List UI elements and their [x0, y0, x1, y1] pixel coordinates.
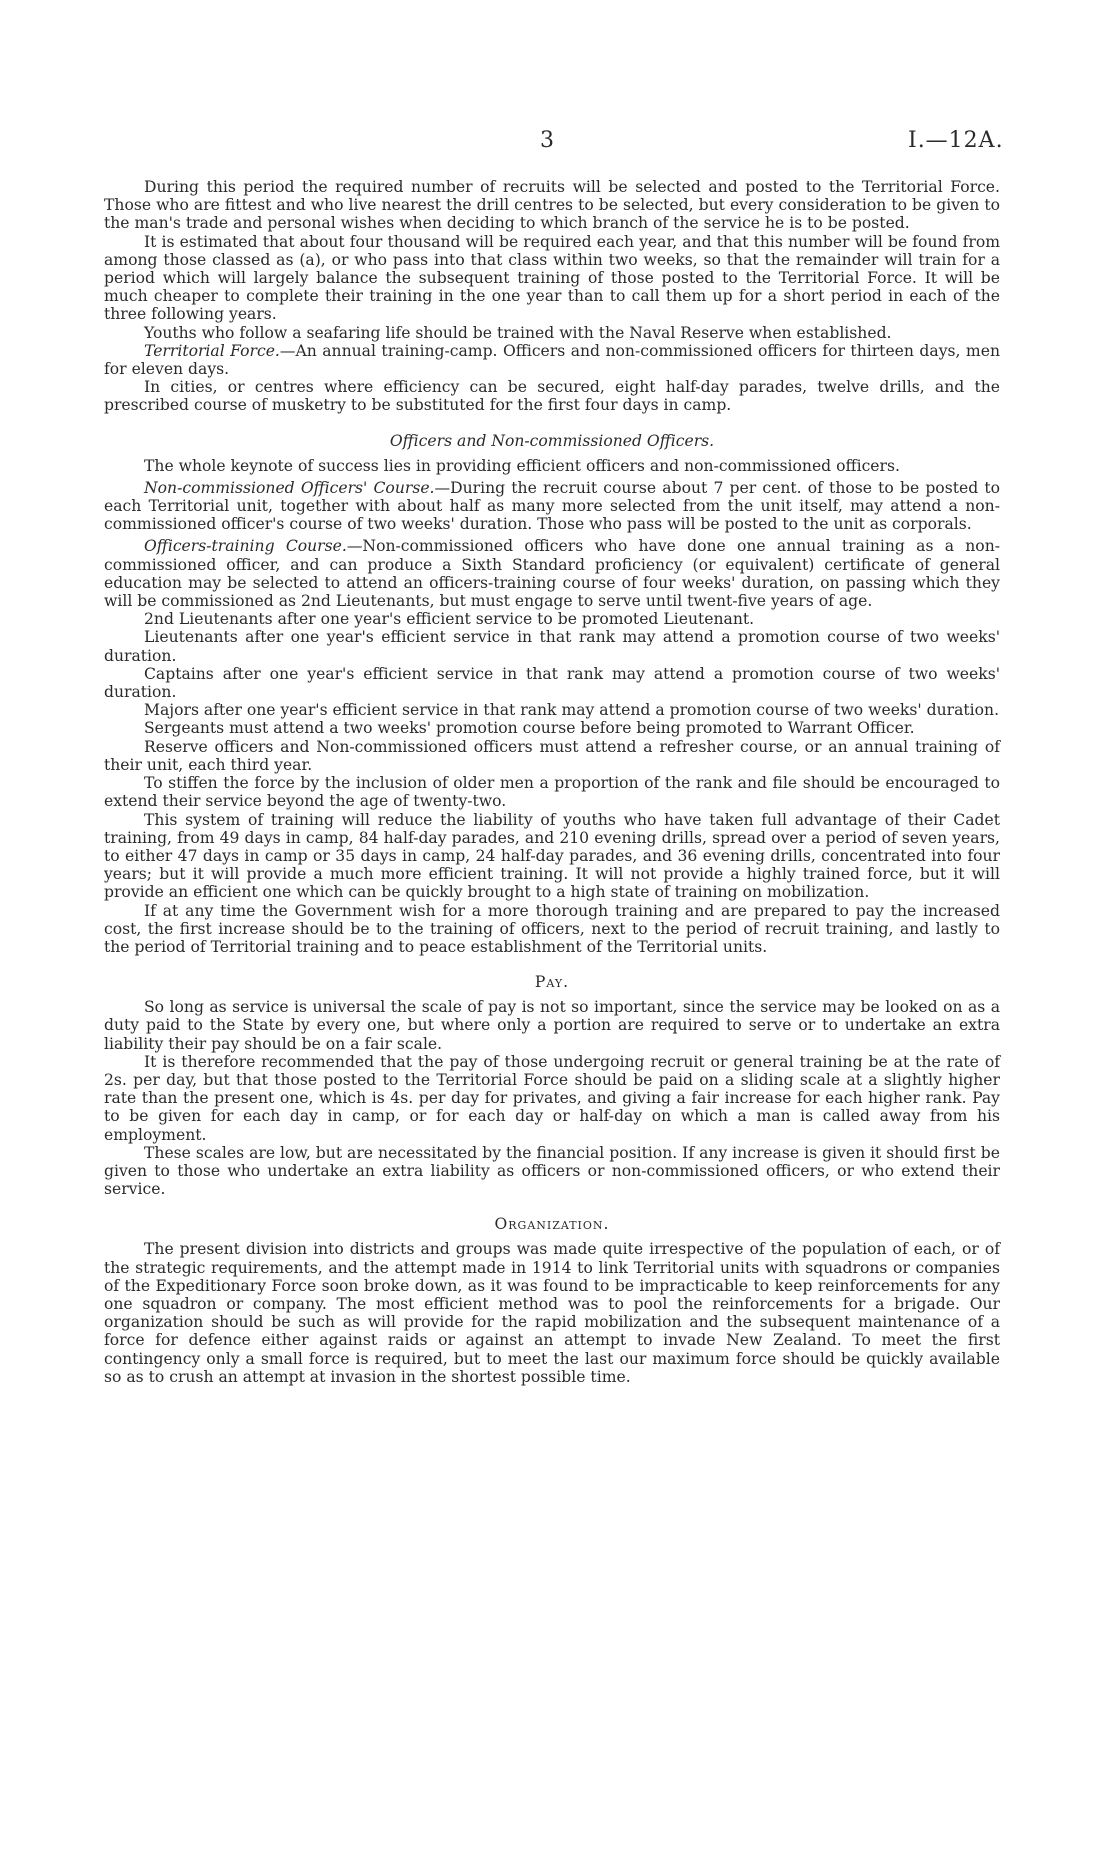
paragraph-lead: Non-commissioned Officers' Course. [144, 478, 435, 497]
section-heading-pay: Pay. [534, 973, 570, 992]
paragraph: In cities, or centres where efficiency can be secured, eight half-day parades, twelve drills, and the prescribed course of musketry to be substituted for the first four days in camp. [104, 378, 1000, 415]
paragraph: During this period the required number of recruits will be selected and posted to the Territorial Force. Those who are fittest and who live nearest the drill centres to be selected, but every consideration to be given to the man's trade and personal wishes when deciding to which branch of the service he is to be posted. [104, 178, 1000, 233]
page-number: 3 [540, 128, 555, 153]
paragraph: Lieutenants after one year's efficient service in that rank may attend a promotion course of two weeks' duration. [104, 628, 1000, 665]
paragraph: If at any time the Government wish for a more thorough training and are prepared to pay the increased cost, the first increase should be to the training of officers, next to the period of recruit training, and lastly to the period of Territorial training and to peace establishment of the Territorial units. [104, 901, 1000, 956]
paragraph-text: —An annual training-camp. Officers and non-commissioned officers for thirteen days, men for eleven days. [104, 341, 1000, 379]
paragraph: Majors after one year's efficient service in that rank may attend a promotion course of two weeks' duration. [144, 701, 1000, 720]
paragraph-text: —During the recruit course about 7 per cent. of those to be posted to each Territorial unit, together with about half as many more selected from the unit itself, may attend a non-commissioned officer's course of two weeks' duration. Those who pass will be posted to the unit as corporals. [104, 478, 1000, 534]
paragraph-lead: Officers-training Course. [144, 537, 347, 556]
paragraph: It is therefore recommended that the pay of those undergoing recruit or general training be at the rate of 2s. per day, but that those posted to the Territorial Force should be paid on a sliding scale at a slightly higher rate than the present one, which is 4s. per day for privates, and giving a fair increase for each higher rank. Pay to be given for each day in camp, or for each day or half-day on which a man is called away from his employment. [104, 1052, 1000, 1144]
paragraph: The present division into districts and groups was made quite irrespective of the population of each, or of the strategic requirements, and the attempt made in 1914 to link Territorial units with squadrons or companies of the Expeditionary Force soon broke down, as it was found to be impracticable to keep reinforcements for any one squadron or company. The most efficient method was to pool the reinforcements for a brigade. Our organization should be such as will provide for the rapid mobilization and the subsequent maintenance of a force for defence either against raids or against an attempt to invade New Zealand. To meet the first contingency only a small force is required, but to meet the last our maximum force should be quickly available so as to crush an attempt at invasion in the shortest possible time. [104, 1240, 1000, 1386]
paragraph [104, 342, 1000, 378]
paragraph: These scales are low, but are necessitated by the financial position. If any increase is given it should first be given to those who undertake an extra liability as officers or non-commissioned officers, or who extend their service. [104, 1143, 1000, 1199]
paragraph: So long as service is universal the scale of pay is not so important, since the service may be looked on as a duty paid to the State by every one, but where only a portion are required to serve or to undertake an extra liability their pay should be on a fair scale. [104, 998, 1000, 1053]
paragraph: This system of training will reduce the liability of youths who have taken full advantage of their Cadet training, from 49 days in camp, 84 half-day parades, and 210 evening drills, spread over a period of seven years, to either 47 days in camp or 35 days in camp, 24 half-day parades, and 36 evening drills, concentrated into four years; but it will provide a much more efficient training. It will not provide a highly trained force, but it will provide an efficient one which can be quickly brought to a high state of training on mobilization. [104, 810, 1000, 902]
paragraph-text: —Non-commissioned officers who have done one annual training as a non-commissioned officer, and can produce a Sixth Standard proficiency (or equivalent) certificate of general education may be selected to attend an officers-training course of four weeks' duration, on passing which they will be commissioned as 2nd Lieutenants, but must engage to serve until twent-five years of age. [104, 537, 1001, 611]
paragraph: Youths who follow a seafaring life should be trained with the Naval Reserve when established. [144, 323, 892, 342]
section-heading-officers: Officers and Non-commissioned Officers. [389, 431, 715, 450]
paragraph-lead: Territorial Force. [144, 341, 280, 360]
paragraph: Sergeants must attend a two weeks' promotion course before being promoted to Warrant Officer. [144, 719, 915, 738]
paragraph [104, 537, 1000, 610]
paragraph: Reserve officers and Non-commissioned officers must attend a refresher course, or an annual training of their unit, each third year. [104, 737, 1000, 774]
paragraph: Captains after one year's efficient service in that rank may attend a promotion course of two weeks' duration. [104, 664, 1000, 702]
document-body [104, 178, 1000, 1386]
paragraph: It is estimated that about four thousand will be required each year, and that this number will be found from among those classed as (a), or who pass into that class within two weeks, so that the remainder will train for a period which will largely balance the subsequent training of those posted to the Territorial Force. It will be much cheaper to complete their training in the one year than to call them up for a short period in each of the three following years. [104, 232, 1000, 324]
section-heading-organization: Organization. [494, 1215, 610, 1234]
paragraph: 2nd Lieutenants after one year's efficient service to be promoted Lieutenant. [144, 610, 755, 629]
paragraph: The whole keynote of success lies in providing efficient officers and non-commissioned officers. [144, 456, 900, 475]
document-reference: I.—12A. [908, 128, 1004, 153]
paragraph: To stiffen the force by the inclusion of older men a proportion of the rank and file should be encouraged to extend their service beyond the age of twenty-two. [104, 774, 1000, 811]
paragraph [104, 479, 1000, 534]
